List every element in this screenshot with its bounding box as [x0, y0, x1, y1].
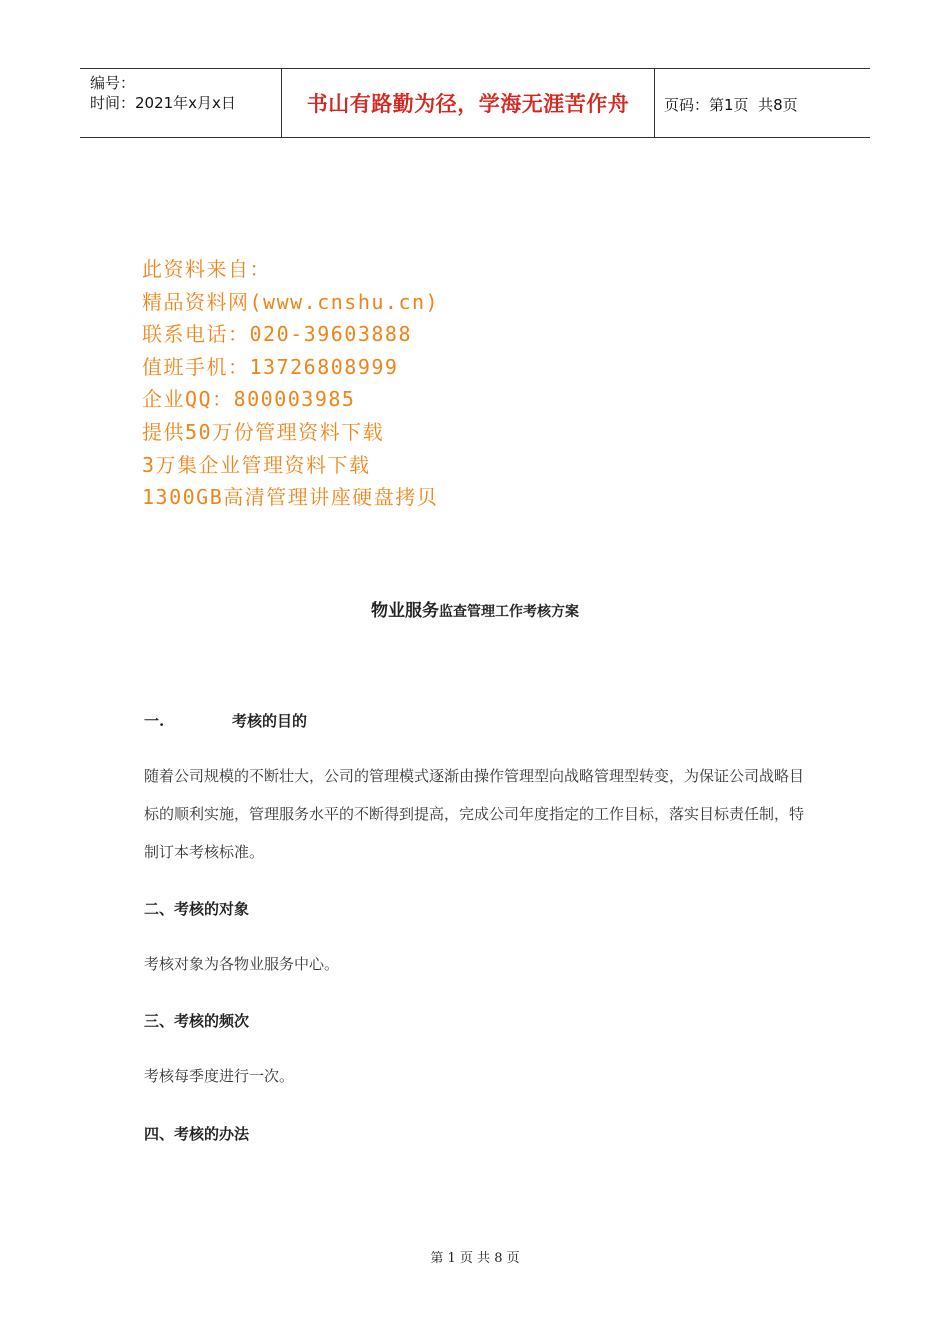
- header-divider: [654, 69, 655, 137]
- section-heading-2: 二、考核的对象: [144, 900, 250, 918]
- paragraph-target: 考核对象为各物业服务中心。: [144, 955, 340, 973]
- section-number: 一.: [144, 712, 165, 730]
- code-label: 编号：: [90, 74, 136, 92]
- promo-line: 3万集企业管理资料下载: [142, 452, 371, 477]
- time-label: 时间：2021年x月x日: [90, 94, 236, 112]
- document-title: [0, 596, 950, 621]
- title-main: 物业服务: [371, 601, 439, 621]
- promo-block: [142, 253, 439, 514]
- section-heading-1: [144, 710, 307, 731]
- header-motto: 书山有路勤为径，学海无涯苦作舟: [306, 92, 630, 116]
- promo-line: 精品资料网(www.cnshu.cn): [142, 289, 440, 314]
- header-meta: [90, 73, 236, 113]
- paragraph-frequency: 考核每季度进行一次。: [144, 1067, 295, 1085]
- promo-line: 值班手机：13726808999: [142, 354, 399, 379]
- promo-line: 此资料来自：: [142, 257, 271, 281]
- paragraph-purpose: 随着公司规模的不断壮大，公司的管理模式逐渐由操作管理型向战略管理型转变，为保证公司战略目标的顺利实施，管理服务水平的不断得到提高，完成公司年度指定的工作目标，落实目标责任制，特制订本考核标准。: [144, 767, 805, 861]
- header-page-info: 页码：第1页 共8页: [664, 96, 798, 114]
- promo-line: 提供50万份管理资料下载: [142, 419, 385, 444]
- page-footer: 第 1 页 共 8 页: [430, 1251, 520, 1266]
- section-heading-3: 三、考核的频次: [144, 1012, 250, 1030]
- section-heading-4: 四、考核的办法: [144, 1125, 250, 1143]
- section-title: 考核的目的: [232, 712, 308, 730]
- promo-line: 1300GB高清管理讲座硬盘拷贝: [142, 485, 439, 510]
- promo-line: 企业QQ：800003985: [142, 387, 356, 412]
- header-table: [80, 68, 870, 138]
- promo-line: 联系电话：020-39603888: [142, 322, 412, 347]
- title-rest: 监查管理工作考核方案: [439, 604, 579, 620]
